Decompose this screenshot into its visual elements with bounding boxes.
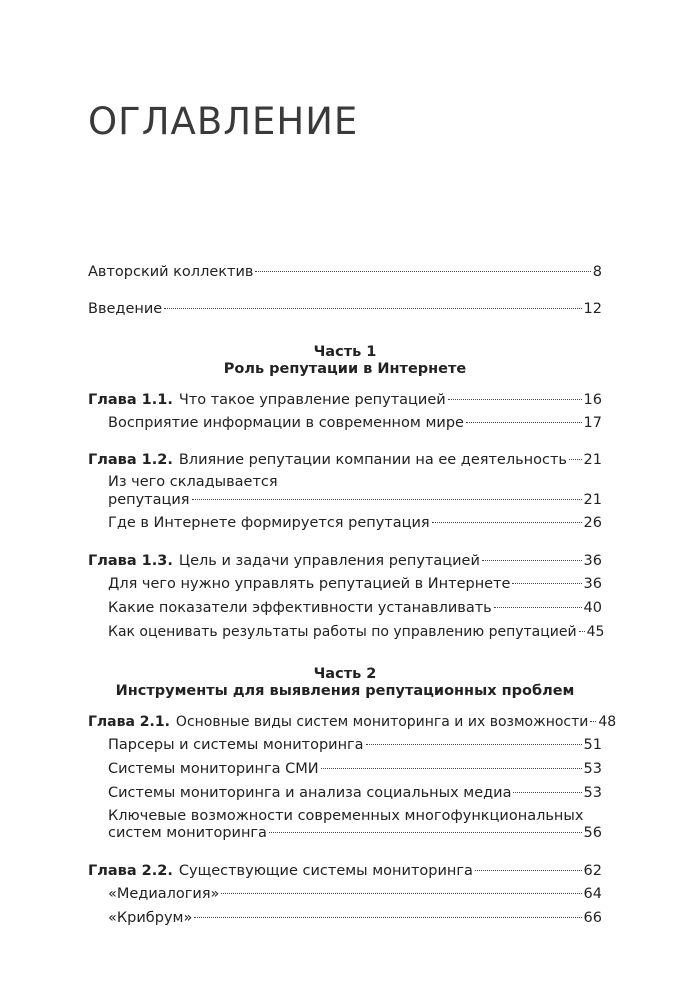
toc-section-first-line[interactable]: Из чего складывается [108,474,278,490]
toc-entry-title: Что такое управление репутацией [178,392,446,408]
part-1-name: Роль репутации в Интернете [223,361,467,377]
toc-entry-title: «Крибрум» [108,910,193,926]
toc-entry-title: Какие показатели эффективности устанавливать [108,600,492,616]
dot-leader [194,917,581,918]
toc-page-number: 53 [583,761,602,777]
dot-leader [221,893,581,894]
toc-page-number: 8 [592,264,602,280]
dot-leader [164,308,581,309]
dot-leader [590,721,596,722]
toc-entry-title: систем мониторинга [108,825,267,841]
dot-leader [432,522,582,523]
toc-chapter-2-1[interactable] [88,712,617,733]
toc-page-number: 64 [583,886,602,902]
dot-leader [475,870,582,871]
dot-leader [494,607,582,608]
dot-leader [466,422,582,423]
toc-entry-title: Как оценивать результаты работы по управлению репутацией [108,624,577,640]
dot-leader [448,399,582,400]
toc-entry-title: Парсеры и системы мониторинга [108,737,364,753]
dot-leader [366,744,582,745]
toc-page-number: 21 [583,492,602,508]
toc-page-number: 21 [583,452,602,468]
toc-page-number: 36 [583,553,602,569]
chapter-label: Глава 2.1. [88,714,170,730]
toc-entry-title: Основные виды систем мониторинга и их возможности [175,714,589,730]
toc-page-number: 66 [583,910,602,926]
toc-entry-title: Где в Интернете формируется репутация [108,515,430,531]
toc-entry-title: Авторский коллектив [88,264,254,280]
toc-chapter-1-1[interactable] [88,390,602,411]
toc-page-number: 26 [583,515,602,531]
toc-section[interactable] [108,823,602,844]
dot-leader [569,459,582,460]
toc-page-number: 53 [583,785,602,801]
toc-section[interactable] [108,735,602,756]
toc-page-number: 16 [583,392,602,408]
part-2-label: Часть 2 [313,666,377,682]
part-2-name: Инструменты для выявления репутационных проблем [115,683,575,699]
dot-leader [269,832,582,833]
dot-leader [482,560,582,561]
chapter-label: Глава 1.2. [88,452,173,468]
toc-entry-title: Восприятие информации в современном мире [108,415,464,431]
toc-section[interactable] [108,622,605,643]
toc-entry-title: Введение [88,301,163,317]
toc-entry-title: Влияние репутации компании на ее деятельность [178,452,567,468]
toc-entry-intro[interactable] [88,299,602,320]
toc-chapter-1-2[interactable] [88,450,602,471]
toc-section[interactable] [108,513,602,534]
dot-leader [321,768,582,769]
toc-page-number: 36 [583,576,602,592]
dot-leader [513,792,581,793]
toc-entry-authors[interactable] [88,262,602,283]
toc-section[interactable] [108,413,602,434]
toc-section-first-line[interactable]: Ключевые возможности современных многофункциональных [108,808,584,824]
dot-leader [579,631,585,632]
dot-leader [255,271,590,272]
page-title: ОГЛАВЛЕНИЕ [88,100,359,143]
toc-section[interactable] [108,783,602,804]
toc-entry-title: Системы мониторинга СМИ [108,761,319,777]
toc-page-number: 51 [583,737,602,753]
toc-chapter-1-3[interactable] [88,551,602,572]
toc-entry-title: Цель и задачи управления репутацией [178,553,480,569]
chapter-label: Глава 1.1. [88,392,173,408]
chapter-label: Глава 2.2. [88,863,173,879]
toc-section[interactable] [108,490,602,511]
dot-leader [192,499,582,500]
toc-entry-title: Системы мониторинга и анализа социальных медиа [108,785,512,801]
toc-chapter-2-2[interactable] [88,861,602,882]
toc-entry-title: репутация [108,492,190,508]
toc-page-number: 62 [583,863,602,879]
toc-section[interactable] [108,574,602,595]
toc-entry-title: «Медиалогия» [108,886,220,902]
toc-page-number: 48 [598,714,617,730]
toc-section[interactable] [108,884,602,905]
chapter-label: Глава 1.3. [88,553,173,569]
toc-section[interactable] [108,908,602,929]
toc-page-number: 56 [583,825,602,841]
toc-page-number: 40 [583,600,602,616]
toc-section[interactable] [108,598,602,619]
toc-page-number: 17 [583,415,602,431]
toc-page-number: 12 [583,301,602,317]
part-1-label: Часть 1 [313,344,377,360]
toc-page-number: 45 [586,624,605,640]
toc-entry-title: Существующие системы мониторинга [178,863,473,879]
toc-entry-title: Для чего нужно управлять репутацией в Интернете [108,576,511,592]
dot-leader [512,583,581,584]
toc-section[interactable] [108,759,602,780]
